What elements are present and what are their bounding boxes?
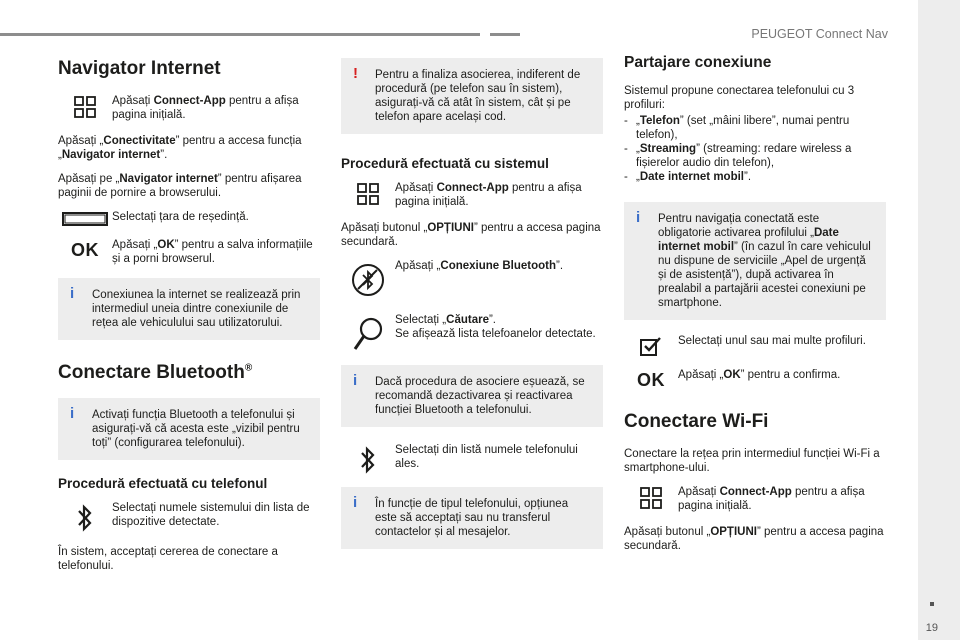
- step-select-system: [58, 501, 320, 533]
- header-rule: [0, 33, 480, 36]
- column-3: [624, 50, 886, 563]
- warning-icon: !: [353, 65, 358, 82]
- section-title-wifi: Conectare Wi-Fi: [624, 411, 769, 432]
- paragraph-options: Apăsați butonul „OPȚIUNI” pentru a accesa pagina secundară.: [341, 222, 601, 248]
- info-icon: i: [636, 209, 641, 226]
- header-rule-short: [490, 33, 520, 36]
- step-bluetooth-connection: [341, 259, 603, 299]
- paragraph-options: Apăsați butonul „OPȚIUNI” pentru a accesa pagina secundară.: [624, 526, 884, 552]
- step-select-phone: [341, 443, 603, 475]
- paragraph-browser: Apăsați pe „Navigator internet” pentru afișarea paginii de pornire a browserului.: [58, 173, 302, 199]
- subsection-title-system: Procedură efectuată cu sistemul: [341, 156, 549, 171]
- search-icon: [341, 313, 395, 353]
- step-text: Apăsați Connect-App pentru a afișa pagina inițială.: [112, 95, 299, 121]
- info-icon: i: [353, 372, 358, 389]
- list-item: - „Streaming” (streaming: redare wireless a fișierelor audio din telefon),: [624, 143, 852, 169]
- section-title-internet-browser: Navigator Internet: [58, 58, 221, 79]
- subsection-title-phone: Procedură efectuată cu telefonul: [58, 476, 268, 491]
- checkbox-icon: [624, 334, 678, 356]
- step-select-profiles: [624, 334, 886, 356]
- step-select-country: [58, 210, 320, 226]
- warning-box-code: ! Pentru a finaliza asocierea, indiferent de procedură (pe telefon sau în sistem), asigurați-vă că atât în sistem, cât și pe telefon apare același cod.: [341, 58, 603, 134]
- page-bullet: [930, 602, 934, 606]
- subsection-title-sharing: Partajare conexiune: [624, 54, 772, 71]
- info-box-bluetooth: i Activați funcția Bluetooth a telefonului și asigurați-vă că acesta este „vizibil pentru toți” (configurarea telefonului).: [58, 398, 320, 460]
- paragraph-connectivity: Apăsați „Conectivitate” pentru a accesa funcția „Navigator internet”.: [58, 135, 302, 161]
- step-connect-app: [624, 485, 886, 513]
- step-connect-app: [341, 181, 603, 209]
- step-connect-app: [58, 94, 320, 122]
- header-title: PEUGEOT Connect Nav: [751, 27, 888, 41]
- step-ok-save: [58, 238, 320, 266]
- grid-apps-icon: [341, 181, 395, 205]
- step-text: Apăsați „OK” pentru a salva informațiile și a porni browserul.: [112, 239, 313, 265]
- paragraph-wifi: Conectare la rețea prin intermediul funcției Wi-Fi a smartphone-ului.: [624, 448, 880, 474]
- list-item: - „Date internet mobil”.: [624, 171, 752, 183]
- profile-list: [624, 114, 886, 184]
- info-icon: i: [70, 405, 75, 422]
- input-field-icon: [58, 210, 112, 226]
- info-box-pairing-fail: i Dacă procedura de asociere eșuează, se recomandă dezactivarea și reactivarea funcției Bluetooth a telefonului.: [341, 365, 603, 427]
- step-text: Selectați unul sau mai multe profiluri.: [678, 335, 866, 347]
- bluetooth-circle-icon: [341, 259, 395, 299]
- page-number: 19: [925, 622, 938, 634]
- column-1: [58, 50, 320, 583]
- paragraph-accept: În sistem, acceptați cererea de conectare a telefonului.: [58, 546, 278, 572]
- bluetooth-icon: [58, 501, 112, 533]
- bluetooth-icon: [341, 443, 395, 475]
- list-item: - „Telefon” (set „mâini libere”, numai pentru telefon),: [624, 115, 850, 141]
- column-2: [341, 50, 603, 565]
- ok-icon: OK: [71, 240, 99, 260]
- ok-icon: OK: [637, 370, 665, 390]
- step-text: Selectați țara de reședință.: [112, 211, 249, 223]
- info-icon: i: [353, 494, 358, 511]
- step-ok-confirm: [624, 368, 886, 391]
- page-side-strip: [918, 0, 960, 640]
- step-text: Apăsați Connect-App pentru a afișa pagina inițială.: [395, 182, 582, 208]
- step-text: Selectați din listă numele telefonului ales.: [395, 444, 578, 470]
- paragraph-profiles: Sistemul propune conectarea telefonului cu 3 profiluri:: [624, 85, 855, 111]
- info-icon: i: [70, 285, 75, 302]
- grid-apps-icon: [58, 94, 112, 118]
- step-text: Apăsați Connect-App pentru a afișa pagina inițială.: [678, 486, 865, 512]
- step-text: Selectați numele sistemului din lista de dispozitive detectate.: [112, 502, 310, 528]
- info-box-mobile-data: i Pentru navigația conectată este obligatorie activarea profilului „Date internet mobil” (în cazul în care vehiculul nu dispune de serviciile „Apel de urgență și de asistență”), după activarea în prealabil a partajării acestei conexiuni pe smartphone.: [624, 202, 886, 320]
- info-box-internet: i Conexiunea la internet se realizează prin intermediul uneia dintre conexiunile de rețea ale vehiculului sau utilizatorului.: [58, 278, 320, 340]
- section-title-bluetooth: Conectare Bluetooth®: [58, 362, 253, 383]
- step-text: Apăsați „OK” pentru a confirma.: [678, 369, 841, 381]
- step-text: Selectați „Căutare”. Se afișează lista telefoanelor detectate.: [395, 314, 596, 340]
- grid-apps-icon: [624, 485, 678, 509]
- step-search: [341, 313, 603, 353]
- info-box-transfer: i În funcție de tipul telefonului, opțiunea este să acceptați sau nu transferul contactelor și al mesajelor.: [341, 487, 603, 549]
- step-text: Apăsați „Conexiune Bluetooth”.: [395, 260, 564, 272]
